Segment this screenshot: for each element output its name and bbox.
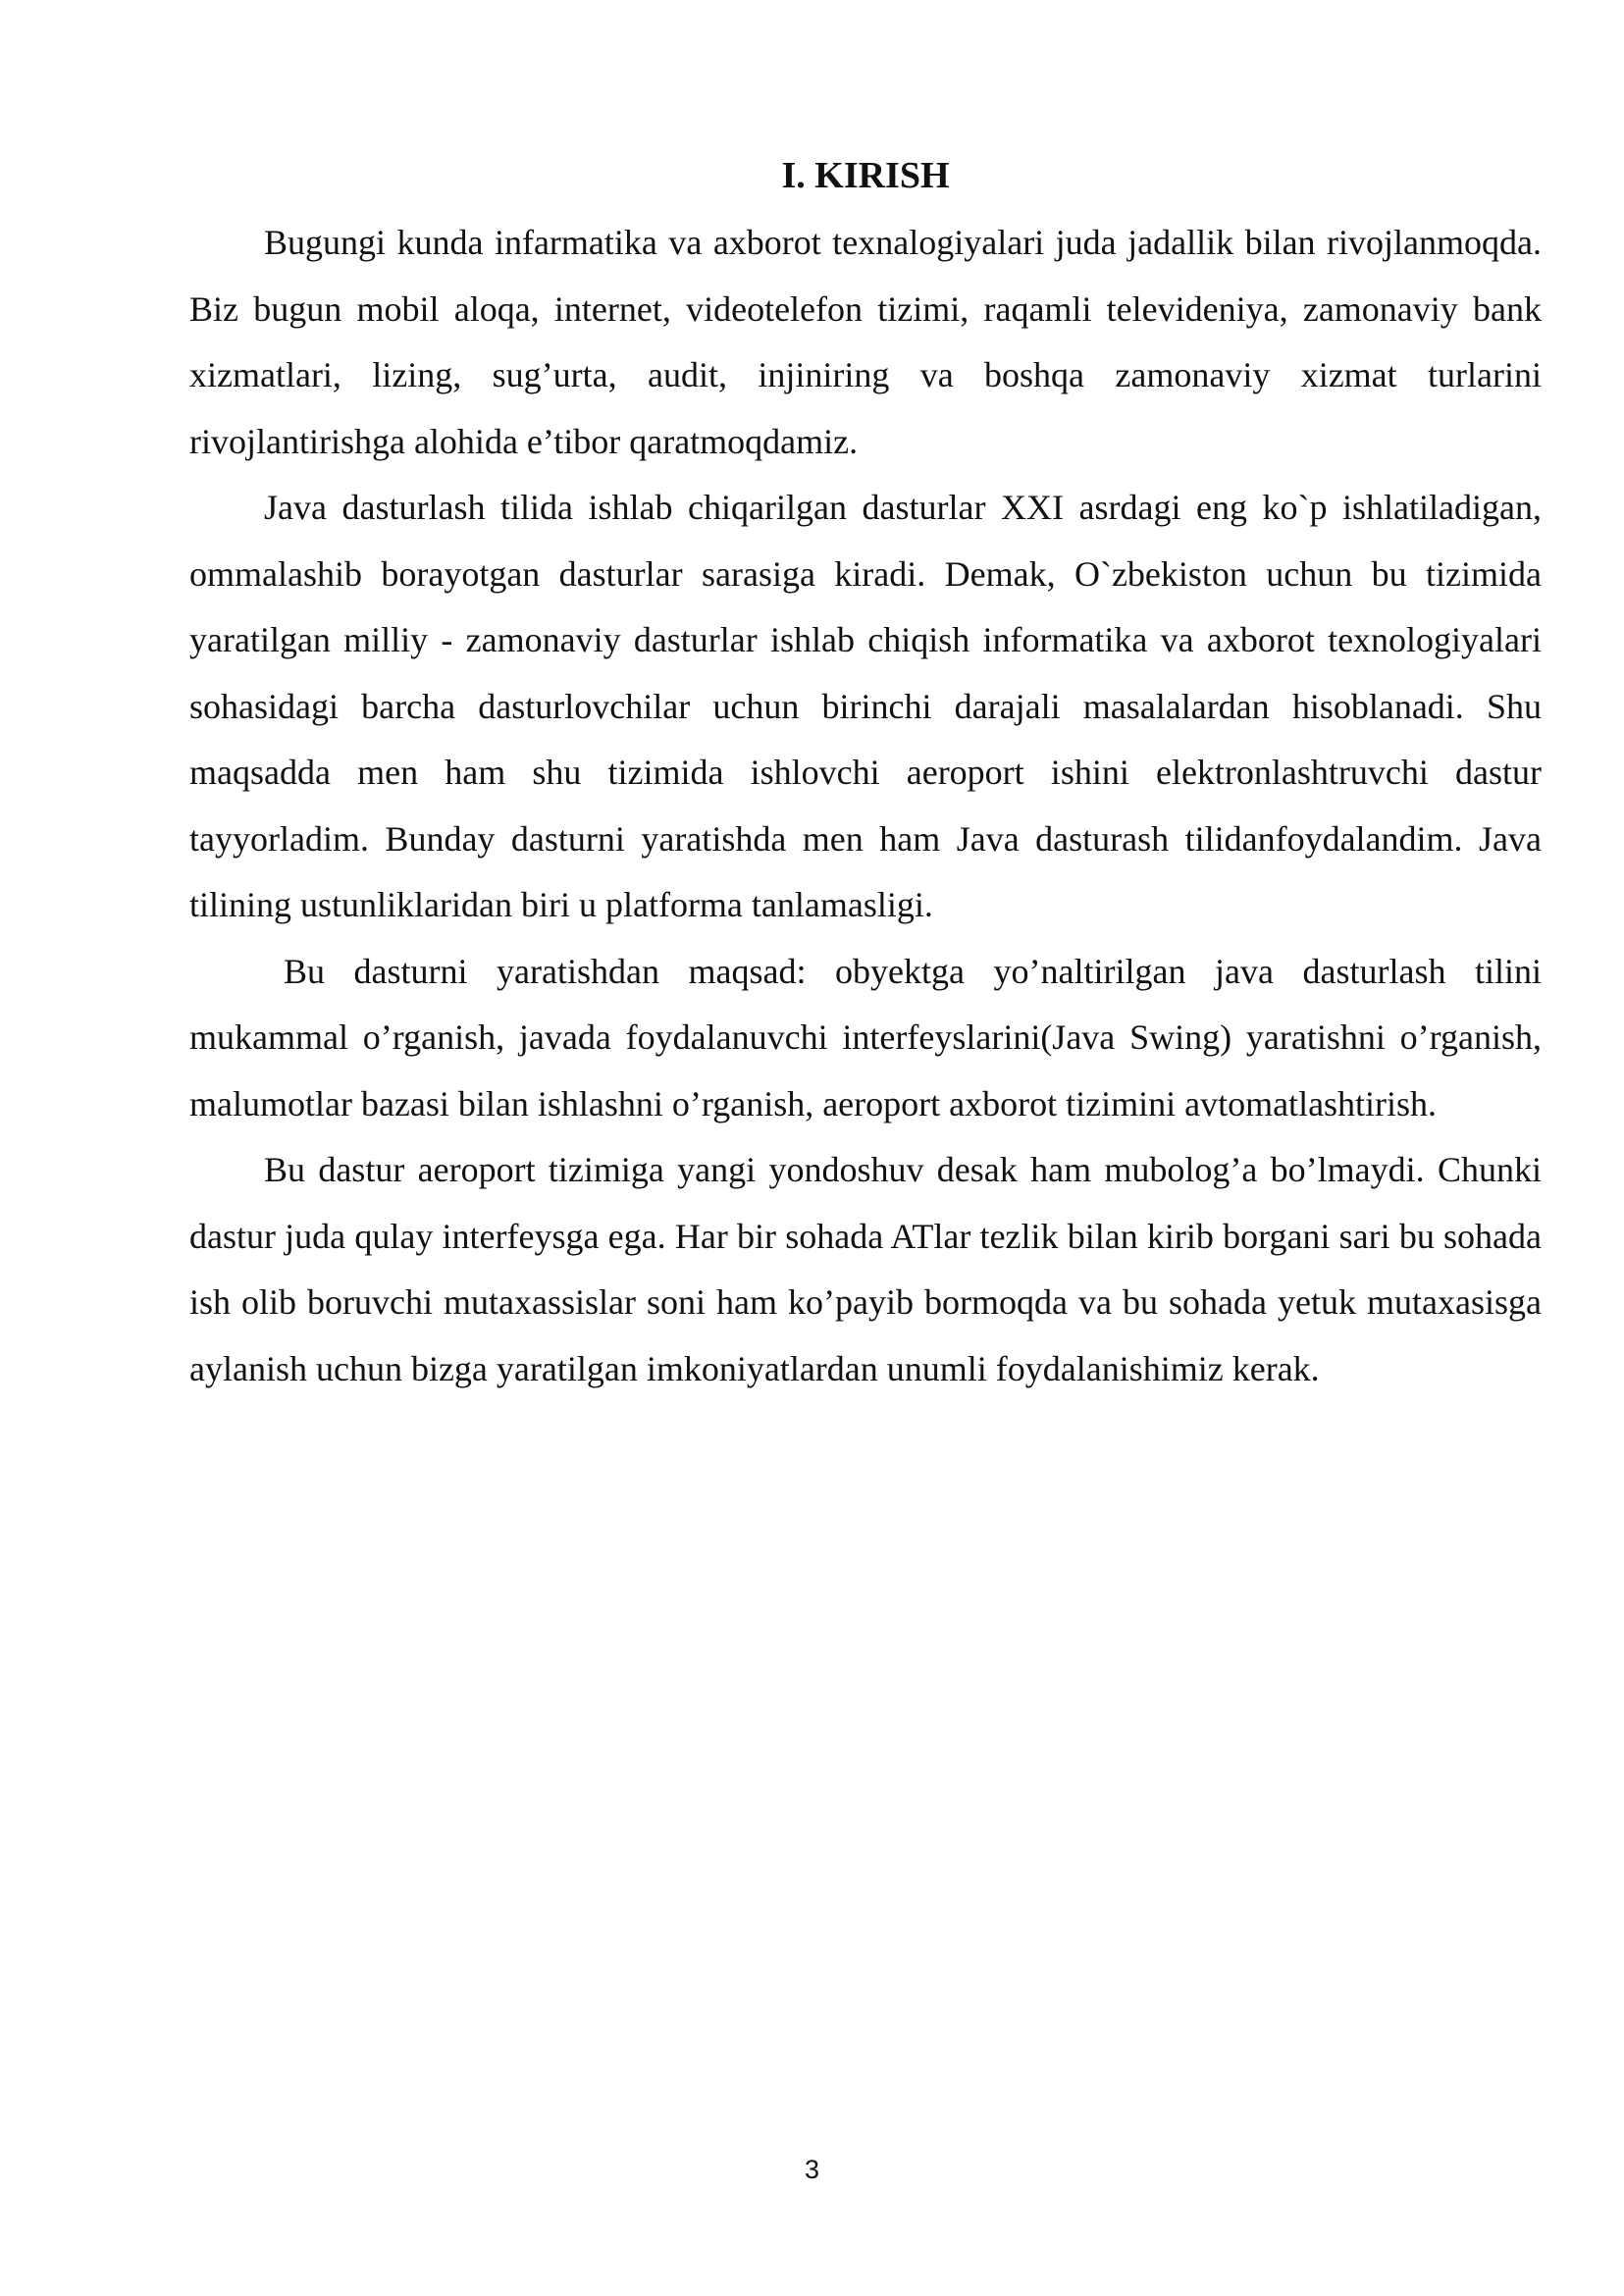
page-number: 3	[804, 2155, 820, 2184]
page-content	[189, 149, 1542, 1402]
paragraph-intro: Bugungi kunda infarmatika va axborot texnalogiyalari juda jadallik bilan rivojlanmoqda. Biz bugun mobil aloqa, internet, videotelefon tizimi, raqamli televideniya, zamonaviy bank xizmatlari, lizing, sug’urta, audit, injiniring va boshqa zamonaviy xizmat turlarini rivojlantirishga alohida e’tibor qaratmoqdamiz.	[189, 223, 1542, 461]
paragraph-java: Java dasturlash tilida ishlab chiqarilgan dasturlar XXI asrdagi eng ko`p ishlatiladigan, ommalashib borayotgan dasturlar sarasiga kiradi. Demak, O`zbekiston uchun bu tizimida yaratilgan milliy - zamonaviy dasturlar ishlab chiqish informatika va axborot texnologiyalari sohasidagi barcha dasturlovchilar uchun birinchi darajali masalalardan hisoblanadi. Shu maqsadda men ham shu tizimida ishlovchi aeroport ishini elektronlashtruvchi dastur tayyorladim. Bunday dasturni yaratishda men ham Java dasturash tilidanfoydalandim. Java tilining ustunliklaridan biri u platforma tanlamasligi.	[189, 488, 1542, 924]
paragraph-goal: Bu dasturni yaratishdan maqsad: obyektga yo’naltirilgan java dasturlash tilini mukammal o’rganish, javada foydalanuvchi interfeyslarini(Java Swing) yaratishni o’rganish, malumotlar bazasi bilan ishlashni o’rganish, aeroport axborot tizimini avtomatlashtirish.	[189, 951, 1542, 1123]
section-title: I. KIRISH	[781, 155, 950, 196]
paragraph-conclusion: Bu dastur aeroport tizimiga yangi yondoshuv desak ham mubolog’a bo’lmaydi. Chunki dastur juda qulay interfeysga ega. Har bir sohada ATlar tezlik bilan kirib borgani sari bu sohada ish olib boruvchi mutaxassislar soni ham ko’payib bormoqda va bu sohada yetuk mutaxasisga aylanish uchun bizga yaratilgan imkoniyatlardan unumli foydalanishimiz kerak.	[189, 1150, 1542, 1388]
